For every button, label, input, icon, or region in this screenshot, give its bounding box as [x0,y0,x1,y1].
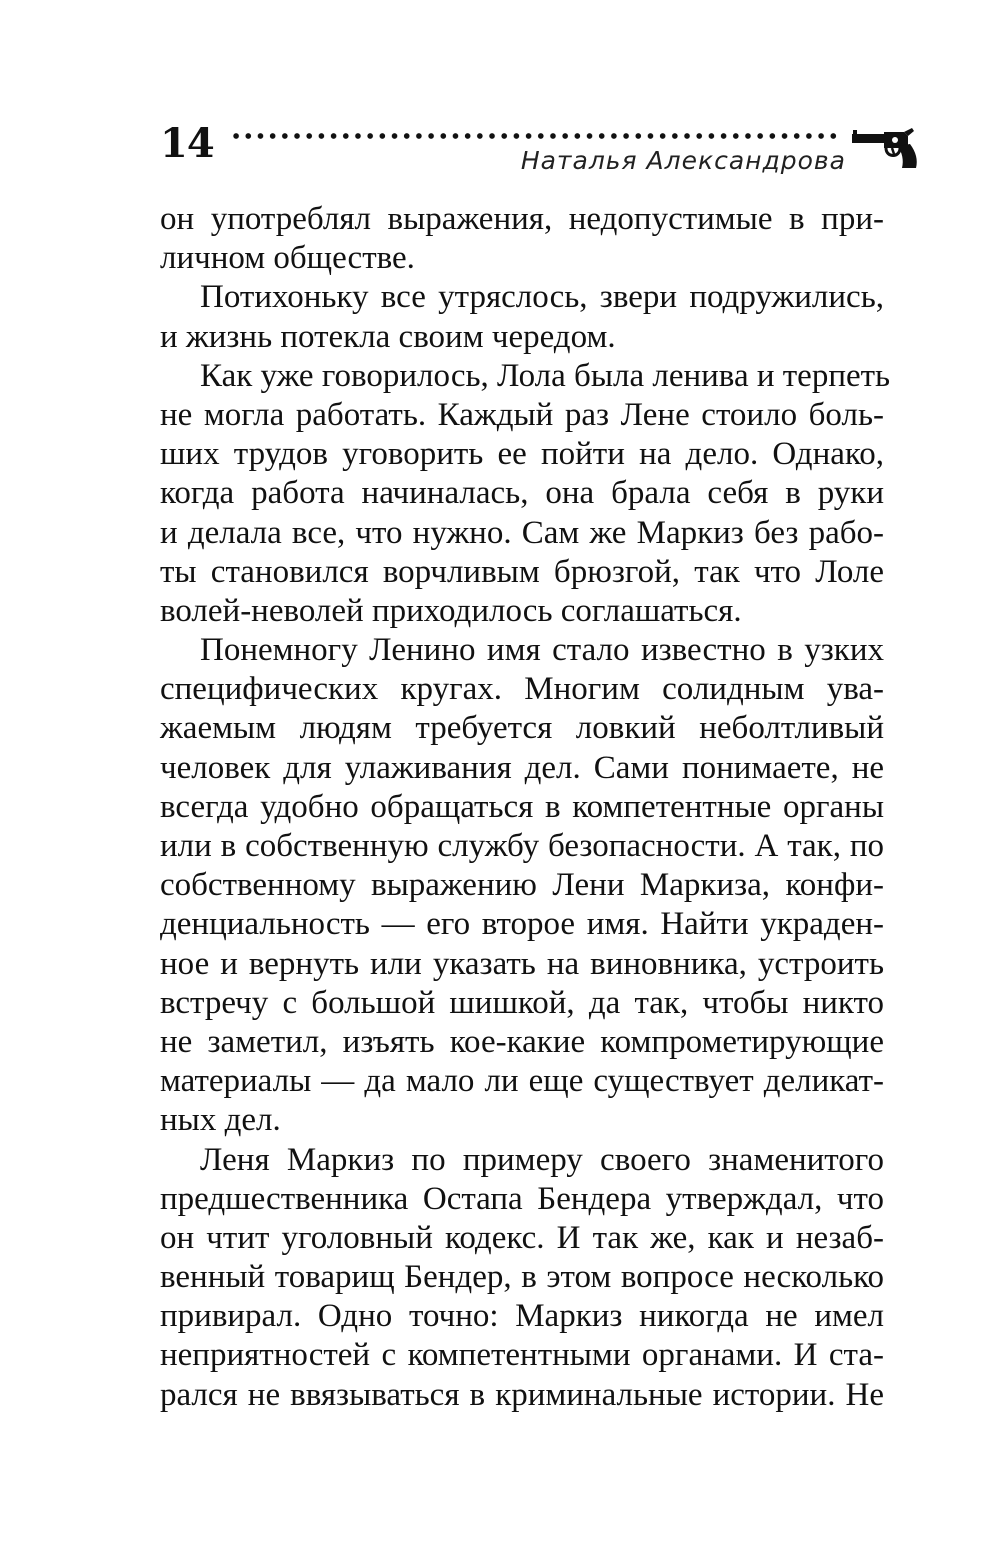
text-line: он употреблял выражения, недопустимые в при- [160,201,884,237]
text-line: материалы — да мало ли еще существует деликат- [160,1063,884,1100]
revolver-icon [850,126,920,170]
text-line: привирал. Одно точно: Маркиз никогда не имел [160,1298,884,1335]
text-line: человек для улаживания дел. Сами понимаете, не [160,749,884,786]
paragraph-1 [160,200,884,278]
text-line: предшественника Остапа Бендера утверждал, что [160,1180,884,1217]
text-line: Как уже говорилось, Лола была ленива и терпеть [200,357,891,394]
text-line: личном обществе. [160,240,415,277]
text-line: или в собственную службу безопасности. А так, по [160,828,884,864]
text-line: не могла работать. Каждый раз Лене стоило боль- [160,396,884,433]
text-line: собственному выражению Лени Маркиза, конфи- [160,867,884,904]
text-line: и делала все, что нужно. Сам же Маркиз без рабо- [160,514,884,551]
text-line: Леня Маркиз по примеру своего знаменитого [200,1141,884,1178]
text-line: ты становился ворчливым брюзгой, так что Лоле [160,553,884,590]
text-line: ное и вернуть или указать на виновника, устроить [160,945,884,982]
text-line: Понемногу Ленино имя стало известно в узких [200,632,884,669]
text-line: волей-неволей приходилось соглашаться. [160,592,742,629]
paragraph-2 [160,278,884,356]
paragraph-5 [160,1141,884,1415]
page-header [160,118,920,188]
text-line: специфических кругах. Многим солидным ува- [160,671,884,708]
text-line: и жизнь потекла своим чередом. [160,318,616,355]
text-line: венный товарищ Бендер, в этом вопросе несколько [160,1259,884,1296]
text-line: всегда удобно обращаться в компетентные органы [160,788,884,825]
text-line: жаемым людям требуется ловкий неболтливый [160,710,884,747]
text-line: встречу с большой шишкой, да так, чтобы никто [160,984,884,1021]
paragraph-3 [160,357,891,631]
text-line: ших трудов уговорить ее пойти на дело. Однако, [160,436,884,473]
paragraph-4 [160,631,884,1140]
text-line: рался не ввязываться в криминальные истории. Не [160,1376,884,1413]
text-line: он чтит уголовный кодекс. И так же, как и незаб- [160,1219,884,1256]
text-line: неприятностей с компетентными органами. И ста- [160,1337,884,1374]
text-line: ных дел. [160,1102,281,1139]
body-text [160,200,891,1415]
text-line: не заметил, изъять кое-какие компрометирующие [160,1023,884,1060]
text-line: денциальность — его второе имя. Найти украден- [160,906,884,943]
text-line: когда работа начиналась, она брала себя в руки [160,475,884,512]
dotted-rule [230,132,840,140]
author-name: Наталья Александрова [520,146,846,175]
text-line: Потихоньку все утряслось, звери подружились, [200,279,884,316]
page-number: 14 [160,120,214,167]
